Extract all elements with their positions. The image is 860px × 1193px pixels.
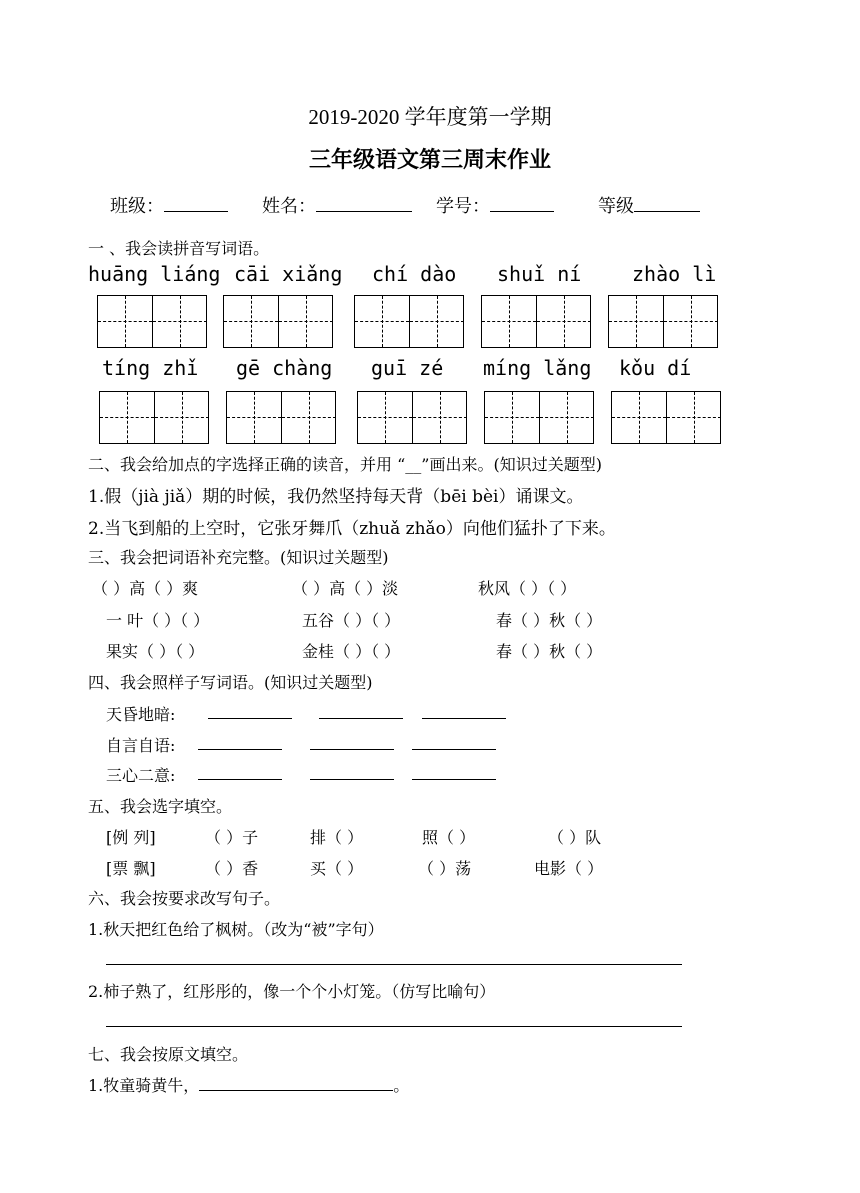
section-6-heading: 六、我会按要求改写句子。: [88, 889, 281, 908]
s3-item: 春（ ）秋（ ）: [496, 642, 603, 661]
answer-line[interactable]: [310, 749, 394, 750]
s5-item: 电影（ ）: [534, 859, 604, 878]
s5-options: [例 列]: [106, 828, 156, 847]
id-field: [436, 192, 554, 218]
answer-line[interactable]: [412, 749, 496, 750]
s5-item: （ ）香: [205, 859, 259, 878]
pinyin-1-3: chí dào: [372, 262, 457, 286]
char-grid[interactable]: [481, 295, 591, 348]
char-grid[interactable]: [226, 391, 336, 444]
name-field: [262, 192, 412, 218]
section-7-heading: 七、我会按原文填空。: [88, 1045, 249, 1064]
char-grid[interactable]: [97, 295, 207, 348]
char-grid[interactable]: [223, 295, 333, 348]
char-grid[interactable]: [484, 391, 594, 444]
s7-question-1: [88, 1073, 409, 1096]
s3-item: 春（ ）秋（ ）: [496, 611, 603, 630]
pinyin-2-3: guī zé: [371, 356, 444, 380]
s3-item: （ ）高（ ）爽: [92, 579, 199, 598]
char-grid[interactable]: [611, 391, 721, 444]
answer-line[interactable]: [106, 1026, 682, 1027]
grade-field: [598, 192, 700, 218]
id-label: 学号：: [436, 196, 490, 217]
char-grid[interactable]: [608, 295, 718, 348]
grade-blank[interactable]: [634, 193, 700, 212]
answer-line[interactable]: [208, 718, 292, 719]
s5-item: 照（ ）: [422, 828, 476, 847]
pinyin-1-5: zhào lì: [632, 262, 717, 286]
s3-item: 一 叶（ ）（ ）: [106, 611, 210, 630]
pinyin-2-2: gē chàng: [236, 356, 333, 380]
answer-line[interactable]: [319, 718, 403, 719]
answer-blank[interactable]: [199, 1074, 393, 1091]
section-2-heading: 二、我会给加点的字选择正确的读音，并用 “__”画出来。(知识过关题型): [88, 455, 602, 474]
char-grid[interactable]: [354, 295, 464, 348]
answer-line[interactable]: [106, 964, 682, 965]
answer-line[interactable]: [198, 779, 282, 780]
s7-q1-suffix: 。: [393, 1076, 410, 1095]
year-term-title: 2019-2020 学年度第一学期: [308, 105, 552, 129]
char-grid[interactable]: [99, 391, 209, 444]
answer-line[interactable]: [412, 779, 496, 780]
s6-question-2: 2.柿子熟了，红彤彤的，像一个个小灯笼。（仿写比喻句）: [88, 982, 496, 1001]
pinyin-1-2: cāi xiǎng: [234, 262, 343, 286]
s5-item: 排（ ）: [310, 828, 364, 847]
answer-line[interactable]: [198, 749, 282, 750]
answer-line[interactable]: [422, 718, 506, 719]
s3-item: 五谷（ ）（ ）: [302, 611, 401, 630]
section-5-heading: 五、我会选字填空。: [88, 797, 233, 816]
s4-sample: 三心二意:: [106, 766, 176, 785]
s5-item: （ ）子: [205, 828, 259, 847]
s7-q1-prefix: 1.牧童骑黄牛，: [88, 1076, 200, 1095]
s5-item: （ ）队: [548, 828, 602, 847]
s3-item: 金桂（ ）（ ）: [302, 642, 401, 661]
s5-item: （ ）荡: [418, 859, 472, 878]
class-blank[interactable]: [164, 193, 228, 212]
grade-label: 等级: [598, 196, 634, 217]
class-label: 班级：: [110, 196, 164, 217]
name-blank[interactable]: [316, 193, 412, 212]
char-grid[interactable]: [357, 391, 467, 444]
section-1-heading: 一 、我会读拼音写词语。: [88, 239, 270, 258]
s4-sample: 自言自语:: [106, 736, 176, 755]
answer-line[interactable]: [310, 779, 394, 780]
s3-item: 果实（ ）（ ）: [106, 642, 205, 661]
name-label: 姓名：: [262, 196, 316, 217]
pinyin-2-5: kǒu dí: [619, 356, 692, 380]
s6-question-1: 1.秋天把红色给了枫树。（改为“被”字句）: [88, 920, 384, 939]
page-title: 三年级语文第三周末作业: [308, 147, 551, 173]
s5-options: [票 飘]: [106, 859, 156, 878]
pinyin-1-4: shuǐ ní: [497, 262, 582, 286]
pinyin-2-1: tíng zhǐ: [102, 356, 199, 380]
id-blank[interactable]: [490, 193, 554, 212]
class-field: [110, 192, 228, 218]
s5-item: 买（ ）: [310, 859, 364, 878]
section-4-heading: 四、我会照样子写词语。(知识过关题型): [88, 673, 373, 692]
s2-question-1: 1.假（jià jiǎ）期的时候，我仍然坚持每天背（bēi bèi）诵课文。: [88, 487, 584, 507]
pinyin-1-1: huāng liáng: [88, 262, 221, 286]
s2-question-2: 2.当飞到船的上空时，它张牙舞爪（zhuǎ zhǎo）向他们猛扑了下来。: [88, 519, 616, 539]
section-3-heading: 三、我会把词语补充完整。(知识过关题型): [88, 548, 389, 567]
s4-sample: 天昏地暗:: [106, 705, 176, 724]
s3-item: （ ）高（ ）淡: [292, 579, 399, 598]
s3-item: 秋风（ ）（ ）: [478, 579, 577, 598]
pinyin-2-4: míng lǎng: [483, 356, 592, 380]
